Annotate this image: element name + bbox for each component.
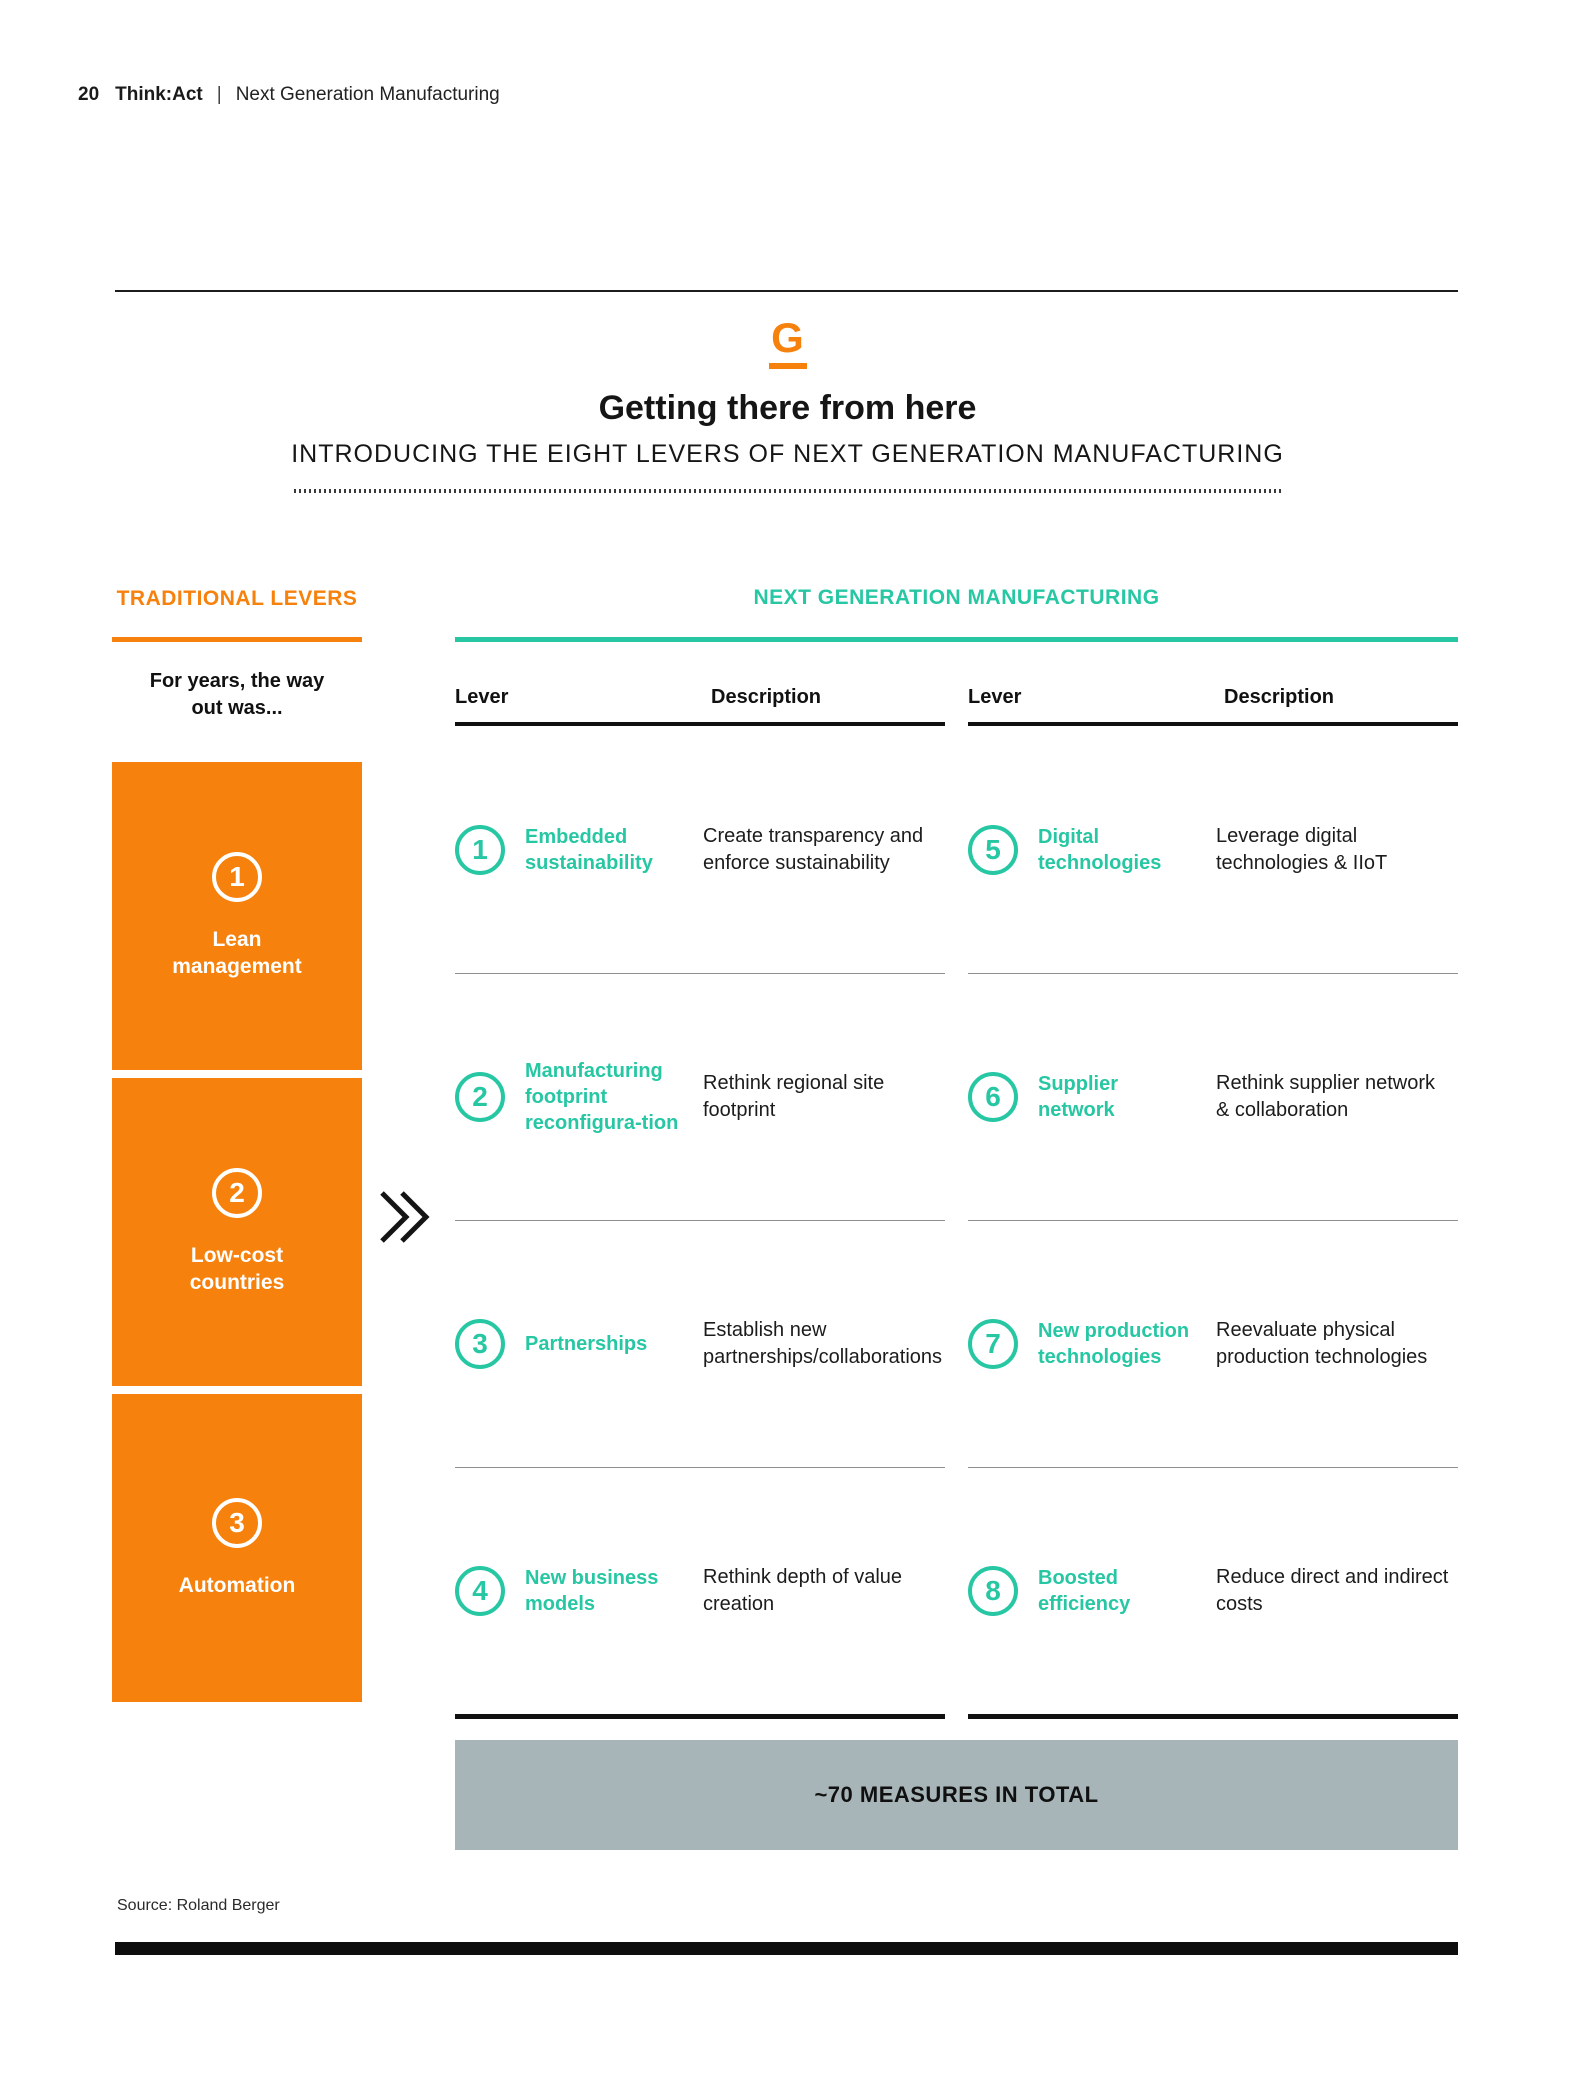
section-letter-underline <box>769 363 807 369</box>
number-badge <box>212 1168 262 1218</box>
badge-number: 5 <box>985 833 1001 865</box>
traditional-levers-rule <box>112 637 362 642</box>
lever-row-6 <box>968 973 1458 1220</box>
lever-row-1 <box>455 726 945 973</box>
badge-number: 8 <box>985 1575 1001 1606</box>
total-measures-banner: ~70 MEASURES IN TOTAL <box>455 1740 1458 1850</box>
lever-description: Rethink regional site footprint <box>703 1072 885 1121</box>
badge-number: 1 <box>229 861 245 892</box>
column-header-lever: Lever <box>968 686 1022 708</box>
column-header-description: Description <box>711 686 822 708</box>
number-badge <box>455 825 505 875</box>
section-letter: G <box>771 314 804 361</box>
page-subtitle: INTRODUCING THE EIGHT LEVERS OF NEXT GENERATION MANUFACTURING <box>291 440 1284 468</box>
traditional-boxes <box>112 762 362 1702</box>
badge-number: 4 <box>472 1575 488 1606</box>
lever-label: Partnerships <box>525 1333 648 1355</box>
next-gen-heading: NEXT GENERATION MANUFACTURING <box>753 586 1160 609</box>
lever-description: Reduce direct and indirect costs <box>1216 1566 1449 1615</box>
masthead-divider: | <box>216 84 222 105</box>
traditional-lead-line2: out was... <box>191 697 283 719</box>
next-gen-rule <box>455 637 1458 642</box>
traditional-box-lean-management <box>112 762 362 1070</box>
number-badge <box>968 1319 1018 1369</box>
brand-title: Think:Act <box>115 84 203 105</box>
badge-number: 1 <box>472 833 488 865</box>
lever-row-2 <box>455 973 945 1220</box>
badge-number: 2 <box>472 1081 488 1112</box>
number-badge <box>455 1072 505 1122</box>
intro-section <box>0 314 1575 493</box>
table-body <box>968 726 1458 1719</box>
traditional-box-label: Low-cost countries <box>189 1244 285 1294</box>
traditional-box-low-cost-countries <box>112 1078 362 1386</box>
lever-description: Rethink supplier network & collaboration <box>1216 1072 1435 1121</box>
page-title: Getting there from here <box>598 389 977 427</box>
traditional-lead <box>112 668 362 722</box>
lever-label: Embedded sustainability <box>525 825 653 874</box>
double-chevron-icon <box>372 1186 434 1248</box>
number-badge <box>968 825 1018 875</box>
badge-number: 2 <box>229 1177 245 1208</box>
lever-label: Supplier network <box>1038 1073 1119 1121</box>
lever-description: Leverage digital technologies & IIoT <box>1216 824 1388 874</box>
lever-label: Digital technologies <box>1038 825 1162 874</box>
levers-table-right <box>968 686 1458 1719</box>
lever-row-8 <box>968 1467 1458 1714</box>
badge-number: 3 <box>229 1506 245 1538</box>
traditional-levers-column <box>112 585 362 1710</box>
badge-number: 6 <box>985 1081 1001 1112</box>
traditional-levers-heading: TRADITIONAL LEVERS <box>116 587 358 610</box>
lever-row-5 <box>968 726 1458 973</box>
lever-label: Boosted efficiency <box>1038 1567 1131 1615</box>
lever-label: New business models <box>525 1567 659 1615</box>
badge-number: 7 <box>985 1328 1001 1359</box>
table-header <box>968 686 1458 726</box>
number-badge <box>455 1319 505 1369</box>
next-gen-section <box>455 585 1458 1850</box>
column-header-description: Description <box>1224 686 1335 708</box>
bottom-bar <box>115 1942 1458 1955</box>
number-badge <box>455 1566 505 1616</box>
traditional-box-automation <box>112 1394 362 1702</box>
source-note: Source: Roland Berger <box>117 1897 280 1914</box>
lever-description: Create transparency and enforce sustainability <box>703 824 924 874</box>
top-rule <box>115 290 1458 292</box>
column-header-lever: Lever <box>455 686 509 708</box>
table-header <box>455 686 945 726</box>
masthead <box>78 84 500 106</box>
levers-table-left <box>455 686 945 1719</box>
table-body <box>455 726 945 1719</box>
levers-tables <box>455 686 1458 1719</box>
number-badge <box>968 1566 1018 1616</box>
lever-label: Manufacturing footprint reconfigura-tion <box>525 1060 679 1134</box>
number-badge <box>968 1072 1018 1122</box>
dotted-divider <box>294 489 1282 493</box>
lever-row-3 <box>455 1220 945 1467</box>
number-badge <box>212 852 262 902</box>
page-number: 20 <box>78 84 100 105</box>
traditional-lead-line1: For years, the way <box>149 670 325 692</box>
traditional-box-label: Lean management <box>172 928 302 978</box>
traditional-box-label: Automation <box>178 1573 296 1597</box>
lever-row-4 <box>455 1467 945 1714</box>
lever-label: New production technologies <box>1038 1320 1190 1368</box>
lever-description: Reevaluate physical production technologies <box>1216 1319 1428 1368</box>
number-badge <box>212 1498 262 1548</box>
lever-description: Establish new partnerships/collaborations <box>703 1319 943 1368</box>
badge-number: 3 <box>472 1328 488 1359</box>
lever-description: Rethink depth of value creation <box>703 1566 903 1615</box>
publication-title: Next Generation Manufacturing <box>235 84 500 105</box>
lever-row-7 <box>968 1220 1458 1467</box>
